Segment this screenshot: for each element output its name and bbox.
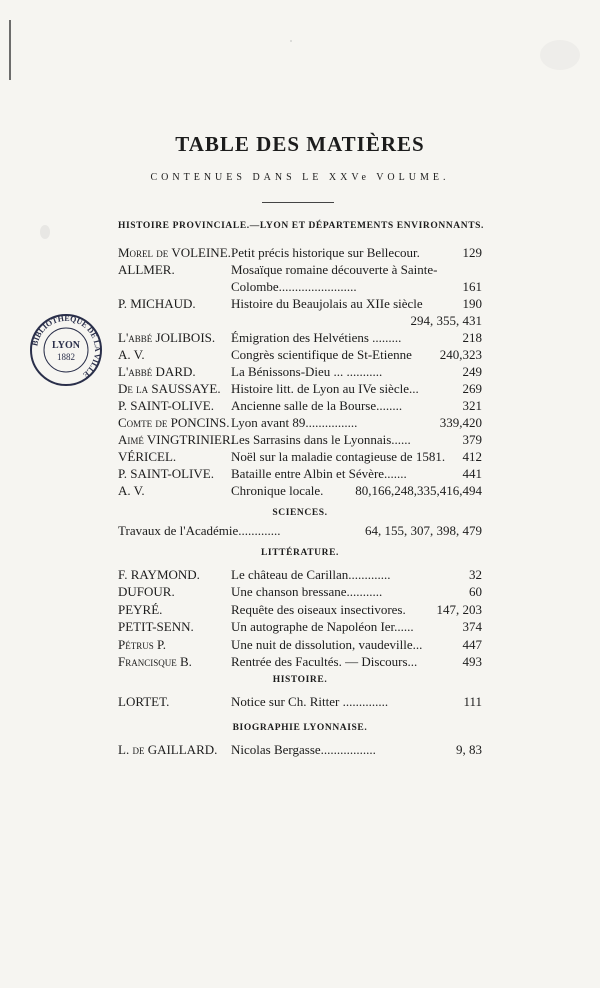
litt-work: Le château de Carillan............. <box>231 567 391 582</box>
entry-work: Histoire litt. de Lyon au IVe siècle... <box>231 381 419 396</box>
entry-work: Mosaïque romaine découverte à Sainte- <box>231 262 438 277</box>
entry-author: Aimé VINGTRINIER. <box>118 432 234 447</box>
litt-pages: 147, 203 <box>436 601 482 617</box>
entry-author: L'abbé JOLIBOIS. <box>118 330 216 345</box>
litt-work: Rentrée des Facultés. — Discours... <box>231 654 418 669</box>
histoire-author: LORTET. <box>118 694 170 709</box>
entry-author: L'abbé DARD. <box>118 364 196 379</box>
entry-author: P. SAINT-OLIVE. <box>118 466 214 481</box>
sciences-text: Travaux de l'Académie............. <box>118 523 281 538</box>
entry-author: P. MICHAUD. <box>118 296 196 311</box>
entry-author: ALLMER. <box>118 262 175 277</box>
sciences-pages: 64, 155, 307, 398, 479 <box>365 523 482 538</box>
litt-author: Francisque B. <box>118 654 192 669</box>
entry-pages: 441 <box>462 466 482 481</box>
biographie-pages: 9, 83 <box>456 742 482 757</box>
entry-work: Les Sarrasins dans le Lyonnais...... <box>231 432 411 447</box>
entry-work: Chronique locale. <box>231 483 324 498</box>
entry-pages: 269 <box>462 381 482 396</box>
histoire-pages: 111 <box>463 694 482 709</box>
entry-pages: 161 <box>462 279 482 294</box>
litt-pages: 447 <box>462 636 482 652</box>
entry-pages: 339,420 <box>439 415 482 430</box>
library-stamp <box>28 312 104 388</box>
entry-pages: 240,323 <box>439 347 482 362</box>
litt-author: PEYRÉ. <box>118 601 163 617</box>
binding-mark <box>9 20 11 80</box>
page-title: TABLE DES MATIÈRES <box>175 132 425 156</box>
paper-stain <box>540 40 580 70</box>
litt-pages: 60 <box>469 584 482 600</box>
entry-pages: 190 <box>462 296 482 311</box>
entry-work: Petit précis historique sur Bellecour. <box>231 245 420 260</box>
section-heading-provinciale: HISTOIRE PROVINCIALE.—LYON ET DÉPARTEMENTS ENVIRONNANTS. <box>118 221 485 231</box>
section-heading-histoire: HISTOIRE. <box>272 675 328 685</box>
section-heading-litterature: LITTÉRATURE. <box>260 548 340 558</box>
entry-pages: 218 <box>462 330 482 345</box>
paper-stain <box>40 225 50 239</box>
litt-work: Une nuit de dissolution, vaudeville... <box>231 636 423 652</box>
entry-work: Bataille entre Albin et Sévère....... <box>231 466 407 481</box>
entry-pages: 249 <box>462 364 482 379</box>
section-heading-sciences: SCIENCES. <box>272 508 328 518</box>
entry-work: La Bénissons-Dieu ... ........... <box>231 364 383 379</box>
entry-work: Ancienne salle de la Bourse........ <box>231 398 403 413</box>
entry-work: Noël sur la maladie contagieuse de 1581. <box>231 449 446 464</box>
litt-pages: 493 <box>462 654 482 669</box>
litt-pages: 32 <box>469 567 482 582</box>
stamp-year: 1882 <box>57 352 75 362</box>
entry-author: Morel de VOLEINE. <box>118 245 231 260</box>
entry-work: Congrès scientifique de St-Etienne <box>231 347 412 362</box>
litt-author: F. RAYMOND. <box>118 567 200 582</box>
entry-author: A. V. <box>118 347 145 362</box>
entry-author: P. SAINT-OLIVE. <box>118 398 214 413</box>
entry-author: Comte de PONCINS. <box>118 415 230 430</box>
litt-work: Un autographe de Napoléon Ier...... <box>231 619 414 635</box>
litt-author: DUFOUR. <box>118 584 175 600</box>
biographie-work: Nicolas Bergasse................. <box>231 742 376 757</box>
stamp-text: BIBLIOTHÈQUE DE LA VILLE <box>30 313 103 380</box>
title-rule <box>262 202 334 203</box>
entry-author: De la SAUSSAYE. <box>118 381 221 396</box>
biographie-author: L. de GAILLARD. <box>118 742 218 757</box>
entry-author: VÉRICEL. <box>118 449 177 464</box>
entry-work: Colombe........................ <box>231 279 357 294</box>
paper-speck <box>290 40 292 42</box>
entry-work: Lyon avant 89................ <box>231 415 358 430</box>
histoire-work: Notice sur Ch. Ritter .............. <box>231 694 389 709</box>
entry-pages: 412 <box>462 449 482 464</box>
entry-pages: 80,166,248,335,416,494 <box>355 483 482 498</box>
page-subtitle: CONTENUES DANS LE XXVe VOLUME. <box>150 172 450 183</box>
entry-pages: 294, 355, 431 <box>410 313 482 328</box>
litt-work: Une chanson bressane........... <box>231 584 383 600</box>
litt-author: PETIT-SENN. <box>118 619 194 635</box>
entry-work: Histoire du Beaujolais au XIIe siècle <box>231 296 423 311</box>
section-heading-biographie: BIOGRAPHIE LYONNAISE. <box>232 723 368 733</box>
entry-pages: 129 <box>462 245 482 260</box>
entry-pages: 379 <box>462 432 482 447</box>
entry-author: A. V. <box>118 483 145 498</box>
entry-pages: 321 <box>462 398 482 413</box>
stamp-city: LYON <box>52 340 80 351</box>
litt-work: Requête des oiseaux insectivores. <box>231 601 406 617</box>
litt-author: Pétrus P. <box>118 636 167 652</box>
litt-pages: 374 <box>462 619 482 635</box>
entry-work: Émigration des Helvétiens ......... <box>231 330 402 345</box>
